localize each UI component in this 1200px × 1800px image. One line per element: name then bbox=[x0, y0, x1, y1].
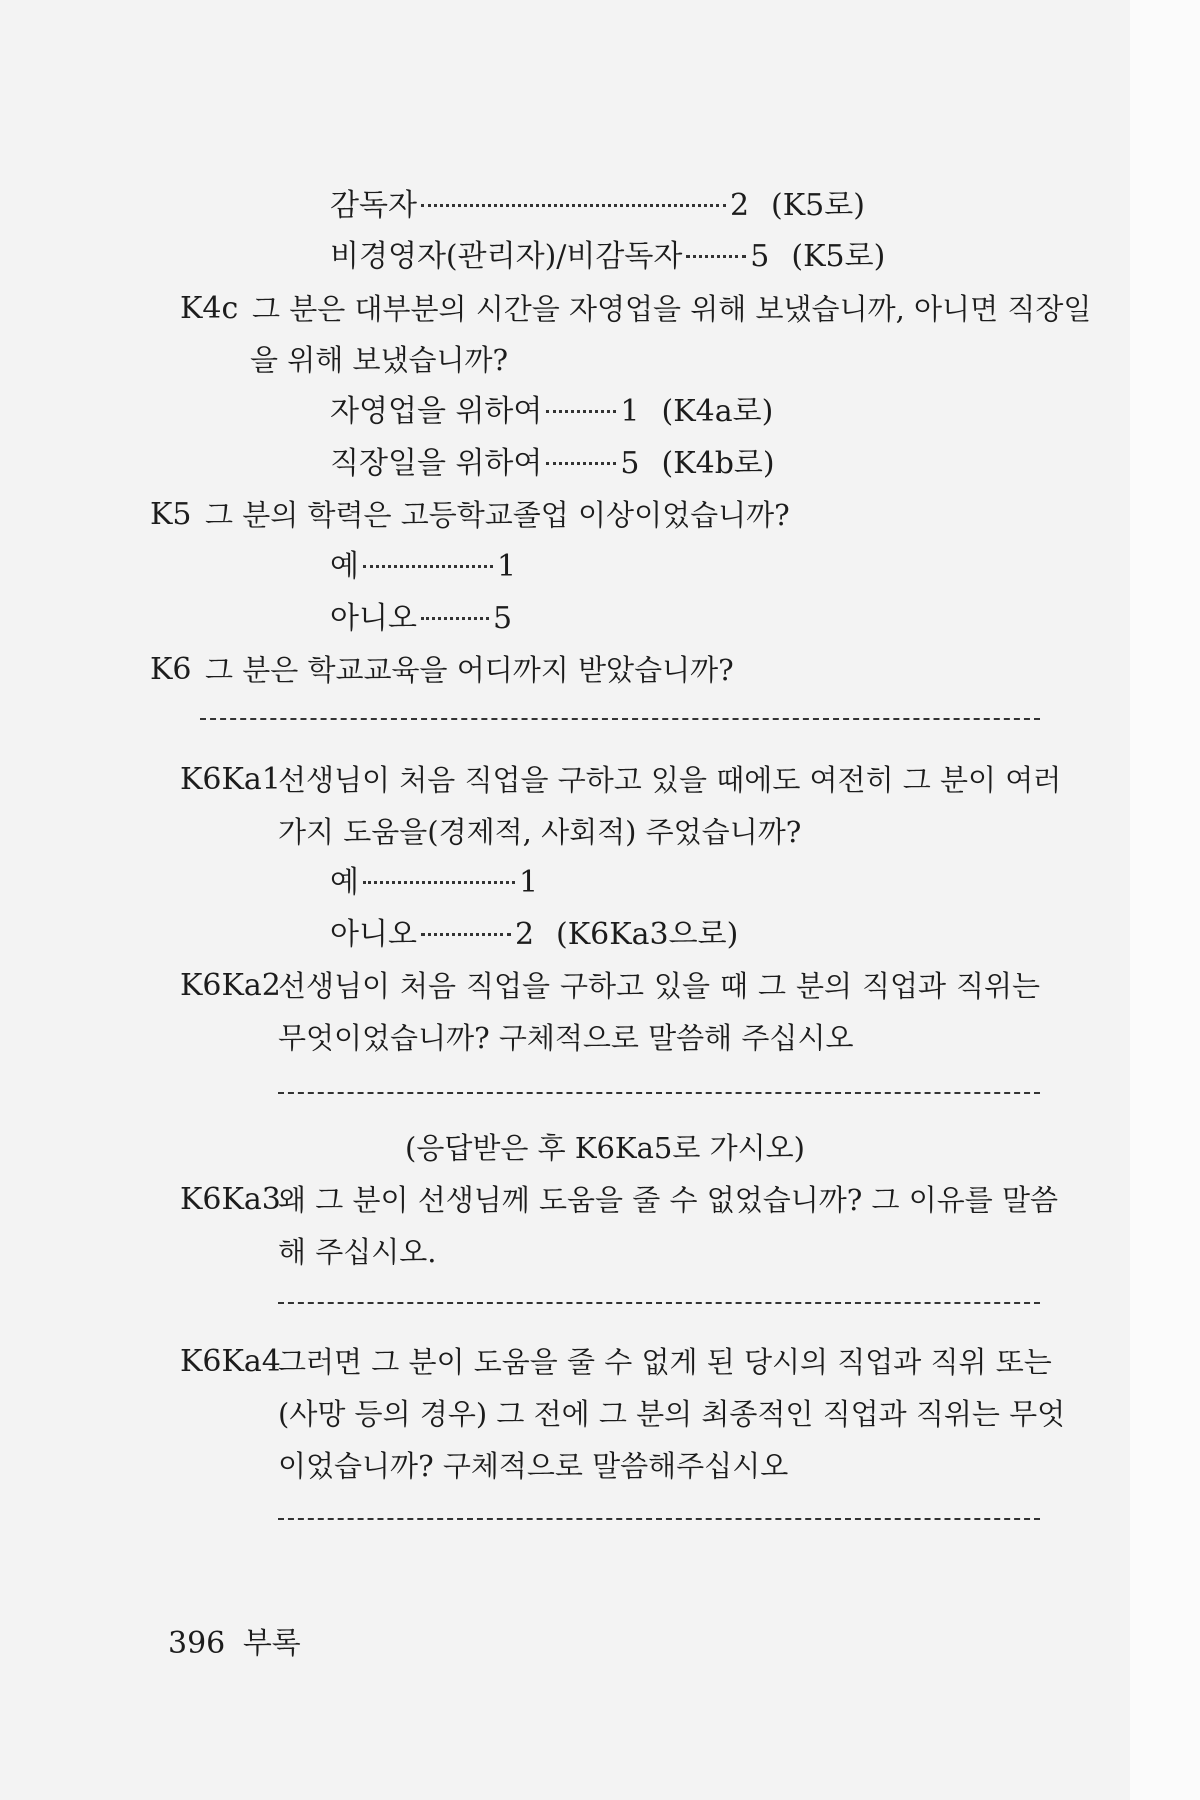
option-note: (K4b로) bbox=[661, 446, 775, 481]
leader-dots bbox=[421, 617, 489, 620]
question-code: K5 bbox=[150, 497, 192, 532]
question-text: 선생님이 처음 직업을 구하고 있을 때 그 분의 직업과 직위는 bbox=[278, 969, 1040, 1003]
question-text: 이었습니까? 구체적으로 말씀해주십시오 bbox=[278, 1449, 789, 1483]
question-text: 해 주십시오. bbox=[278, 1235, 437, 1269]
option-value: 1 bbox=[620, 394, 640, 429]
option-label: 자영업을 위하여 bbox=[330, 394, 543, 429]
question-text: 그러면 그 분이 도움을 줄 수 없게 된 당시의 직업과 직위 또는 bbox=[278, 1345, 1052, 1379]
page-footer bbox=[168, 1624, 301, 1664]
leader-dots bbox=[421, 204, 726, 207]
question-text: 왜 그 분이 선생님께 도움을 줄 수 없었습니까? 그 이유를 말씀 bbox=[278, 1183, 1059, 1217]
option-no bbox=[330, 599, 512, 639]
question-code: K6 bbox=[150, 652, 192, 687]
leader-dots bbox=[546, 410, 616, 413]
option-value: 2 bbox=[729, 188, 750, 223]
question-text: 을 위해 보냈습니까? bbox=[250, 343, 509, 377]
question-text: 그 분은 학교교육을 어디까지 받았습니까? bbox=[205, 653, 734, 687]
leader-dots bbox=[363, 881, 515, 884]
option-value: 5 bbox=[492, 601, 513, 636]
question-code: K6Ka1 bbox=[180, 762, 281, 797]
option-value: 2 bbox=[514, 917, 535, 952]
option-self-employed bbox=[330, 392, 773, 432]
question-text: 그 분의 학력은 고등학교졸업 이상이었습니까? bbox=[205, 498, 790, 532]
question-text: (사망 등의 경우) 그 전에 그 분의 최종적인 직업과 직위는 무엇 bbox=[278, 1397, 1066, 1431]
question-code: K6Ka4 bbox=[180, 1344, 281, 1379]
answer-line bbox=[278, 1302, 1040, 1304]
question-text: 선생님이 처음 직업을 구하고 있을 때에도 여전히 그 분이 여러 bbox=[278, 763, 1062, 797]
answer-line bbox=[278, 1092, 1040, 1094]
leader-dots bbox=[421, 933, 511, 936]
option-supervisor bbox=[330, 186, 865, 226]
question-text: 가지 도움을(경제적, 사회적) 주었습니까? bbox=[278, 815, 802, 849]
option-label: 예 bbox=[330, 549, 359, 584]
option-note: (K5로) bbox=[791, 239, 886, 274]
question-code: K6Ka2 bbox=[180, 968, 281, 1003]
option-value: 1 bbox=[496, 549, 517, 584]
option-label: 직장일을 위하여 bbox=[330, 446, 543, 481]
section-name: 부록 bbox=[242, 1626, 301, 1661]
page-number: 396 bbox=[168, 1626, 226, 1661]
option-label: 예 bbox=[330, 865, 359, 900]
question-text: 그 분은 대부분의 시간을 자영업을 위해 보냈습니까, 아니면 직장일 bbox=[252, 292, 1092, 326]
option-no bbox=[330, 915, 738, 955]
answer-line bbox=[278, 1518, 1040, 1520]
routing-note: (응답받은 후 K6Ka5로 가시오) bbox=[405, 1131, 805, 1165]
option-label: 감독자 bbox=[330, 188, 417, 223]
leader-dots bbox=[686, 255, 746, 258]
option-label: 아니오 bbox=[330, 917, 417, 952]
option-yes bbox=[330, 863, 538, 903]
option-note: (K4a로) bbox=[661, 394, 774, 429]
option-yes bbox=[330, 547, 516, 587]
question-text: 무엇이었습니까? 구체적으로 말씀해 주십시오 bbox=[278, 1021, 854, 1055]
option-nonmanager bbox=[330, 237, 885, 277]
question-code: K6Ka3 bbox=[180, 1182, 281, 1217]
option-note: (K5로) bbox=[771, 188, 865, 223]
option-label: 아니오 bbox=[330, 601, 417, 636]
option-note: (K6Ka3으로) bbox=[556, 917, 739, 952]
leader-dots bbox=[546, 462, 616, 465]
option-label: 비경영자(관리자)/비감독자 bbox=[330, 239, 683, 274]
answer-line bbox=[200, 718, 1040, 720]
option-job bbox=[330, 444, 775, 484]
option-value: 5 bbox=[750, 239, 770, 274]
question-code: K4c bbox=[180, 291, 239, 326]
option-value: 5 bbox=[620, 446, 640, 481]
leader-dots bbox=[363, 565, 493, 568]
option-value: 1 bbox=[518, 865, 539, 900]
